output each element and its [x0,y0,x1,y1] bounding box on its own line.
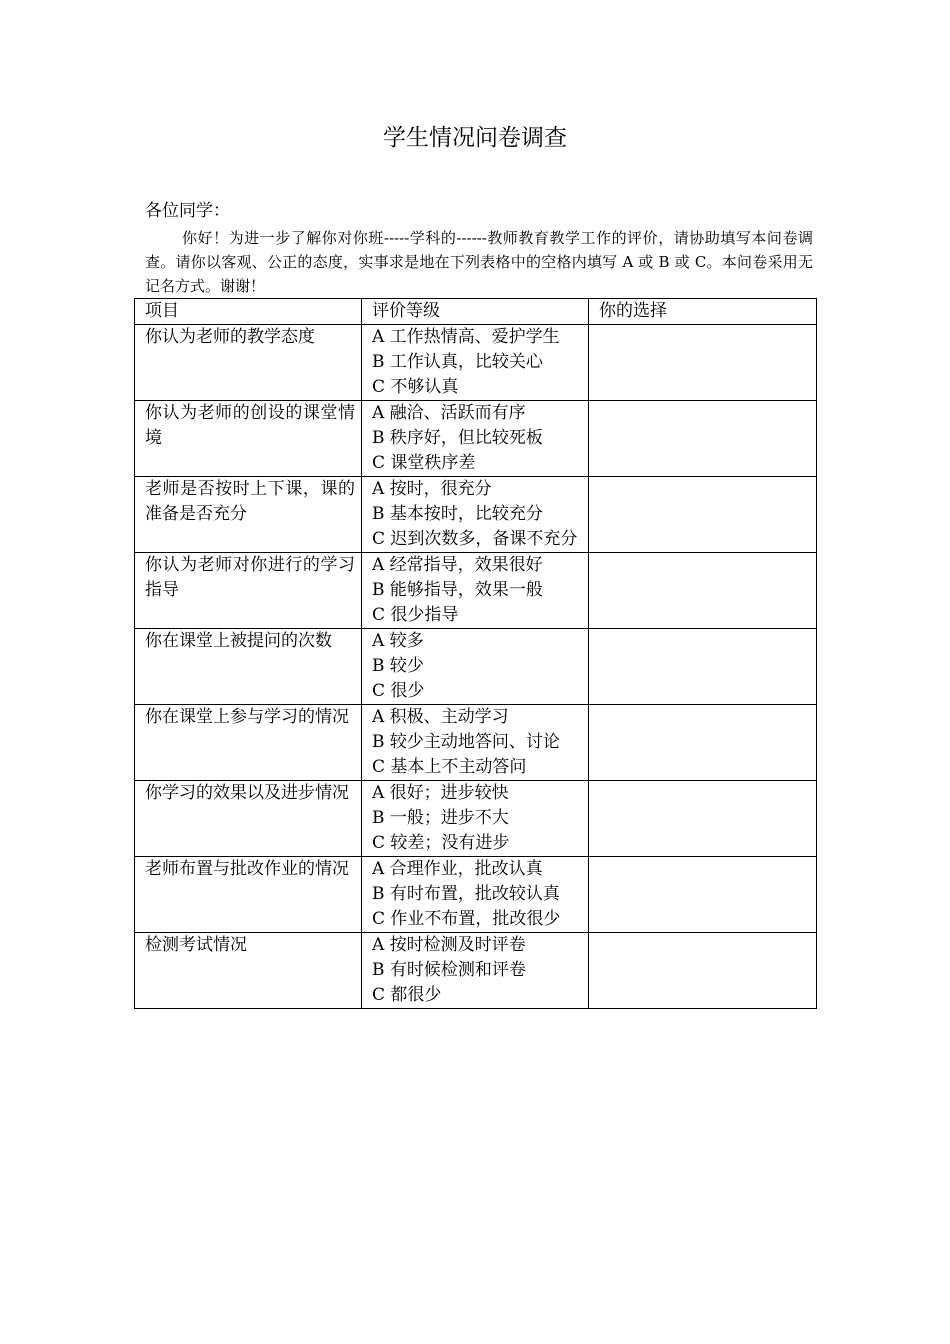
table-row [135,857,817,933]
item-text: 老师是否按时上下课，课的准备是否充分 [145,479,355,524]
choice-cell[interactable] [589,477,817,553]
options-cell [362,325,589,401]
survey-table [134,298,817,1009]
options-cell [362,553,589,629]
header-item: 项目 [135,299,362,325]
header-choice: 你的选择 [589,299,817,325]
option-c: C 都很少 [372,985,442,1005]
page-title: 学生情况问卷调查 [383,125,567,151]
option-b: B 秩序好，但比较死板 [372,428,543,448]
intro-paragraph: 你好！为进一步了解你对你班-----学科的------教师教育教学工作的评价，请协助填写本问卷调查。请你以客观、公正的态度，实事求是地在下列表格中的空格内填写 A 或 B 或 C。本问卷采用无记名方式。谢谢！ [145,229,813,295]
item-text: 老师布置与批改作业的情况 [145,859,349,879]
table-row [135,933,817,1009]
options-cell [362,477,589,553]
options-cell [362,629,589,705]
table-row [135,401,817,477]
item-cell [135,933,362,1009]
item-cell [135,857,362,933]
table-row [135,553,817,629]
item-text: 你认为老师的教学态度 [145,327,315,347]
item-cell [135,401,362,477]
item-text: 你认为老师的创设的课堂情境 [145,403,355,448]
option-b: B 有时布置，批改较认真 [372,884,560,904]
item-text: 你学习的效果以及进步情况 [145,783,349,803]
option-b: B 工作认真，比较关心 [372,352,543,372]
option-b: B 基本按时，比较充分 [372,504,543,524]
table-row [135,477,817,553]
item-text: 你认为老师对你进行的学习指导 [145,555,355,600]
options-cell [362,781,589,857]
option-b: B 一般；进步不大 [372,808,509,828]
option-a: A 按时检测及时评卷 [372,935,526,955]
item-cell [135,477,362,553]
options-cell [362,401,589,477]
item-cell [135,553,362,629]
item-text: 检测考试情况 [145,935,247,955]
options-cell [362,933,589,1009]
option-c: C 不够认真 [372,377,459,397]
choice-cell[interactable] [589,401,817,477]
option-b: B 较少主动地答问、讨论 [372,732,560,752]
option-b: B 有时候检测和评卷 [372,960,526,980]
option-c: C 课堂秩序差 [372,453,476,473]
options-cell [362,705,589,781]
item-cell [135,705,362,781]
table-row [135,705,817,781]
choice-cell[interactable] [589,325,817,401]
item-cell [135,629,362,705]
option-c: C 很少 [372,681,425,701]
option-b: B 较少 [372,656,424,676]
table-row [135,781,817,857]
choice-cell[interactable] [589,629,817,705]
option-c: C 较差；没有进步 [372,833,510,853]
option-a: A 积极、主动学习 [372,707,509,727]
table-row [135,325,817,401]
option-a: A 融洽、活跃而有序 [372,403,526,423]
choice-cell[interactable] [589,781,817,857]
option-c: C 迟到次数多，备课不充分 [372,529,578,549]
choice-cell[interactable] [589,553,817,629]
option-a: A 较多 [372,631,424,651]
item-cell [135,781,362,857]
item-text: 你在课堂上被提问的次数 [145,631,332,651]
greeting: 各位同学： [145,201,230,221]
option-a: A 按时，很充分 [372,479,492,499]
choice-cell[interactable] [589,933,817,1009]
option-c: C 很少指导 [372,605,459,625]
option-c: C 作业不布置，批改很少 [372,909,561,929]
option-a: A 很好；进步较快 [372,783,509,803]
option-a: A 合理作业，批改认真 [372,859,543,879]
option-a: A 经常指导，效果很好 [372,555,543,575]
table-header-row [135,299,817,325]
option-b: B 能够指导，效果一般 [372,580,543,600]
header-rating: 评价等级 [362,299,589,325]
table-row [135,629,817,705]
choice-cell[interactable] [589,705,817,781]
item-text: 你在课堂上参与学习的情况 [145,707,349,727]
options-cell [362,857,589,933]
option-c: C 基本上不主动答问 [372,757,527,777]
item-cell [135,325,362,401]
choice-cell[interactable] [589,857,817,933]
option-a: A 工作热情高、爱护学生 [372,327,560,347]
